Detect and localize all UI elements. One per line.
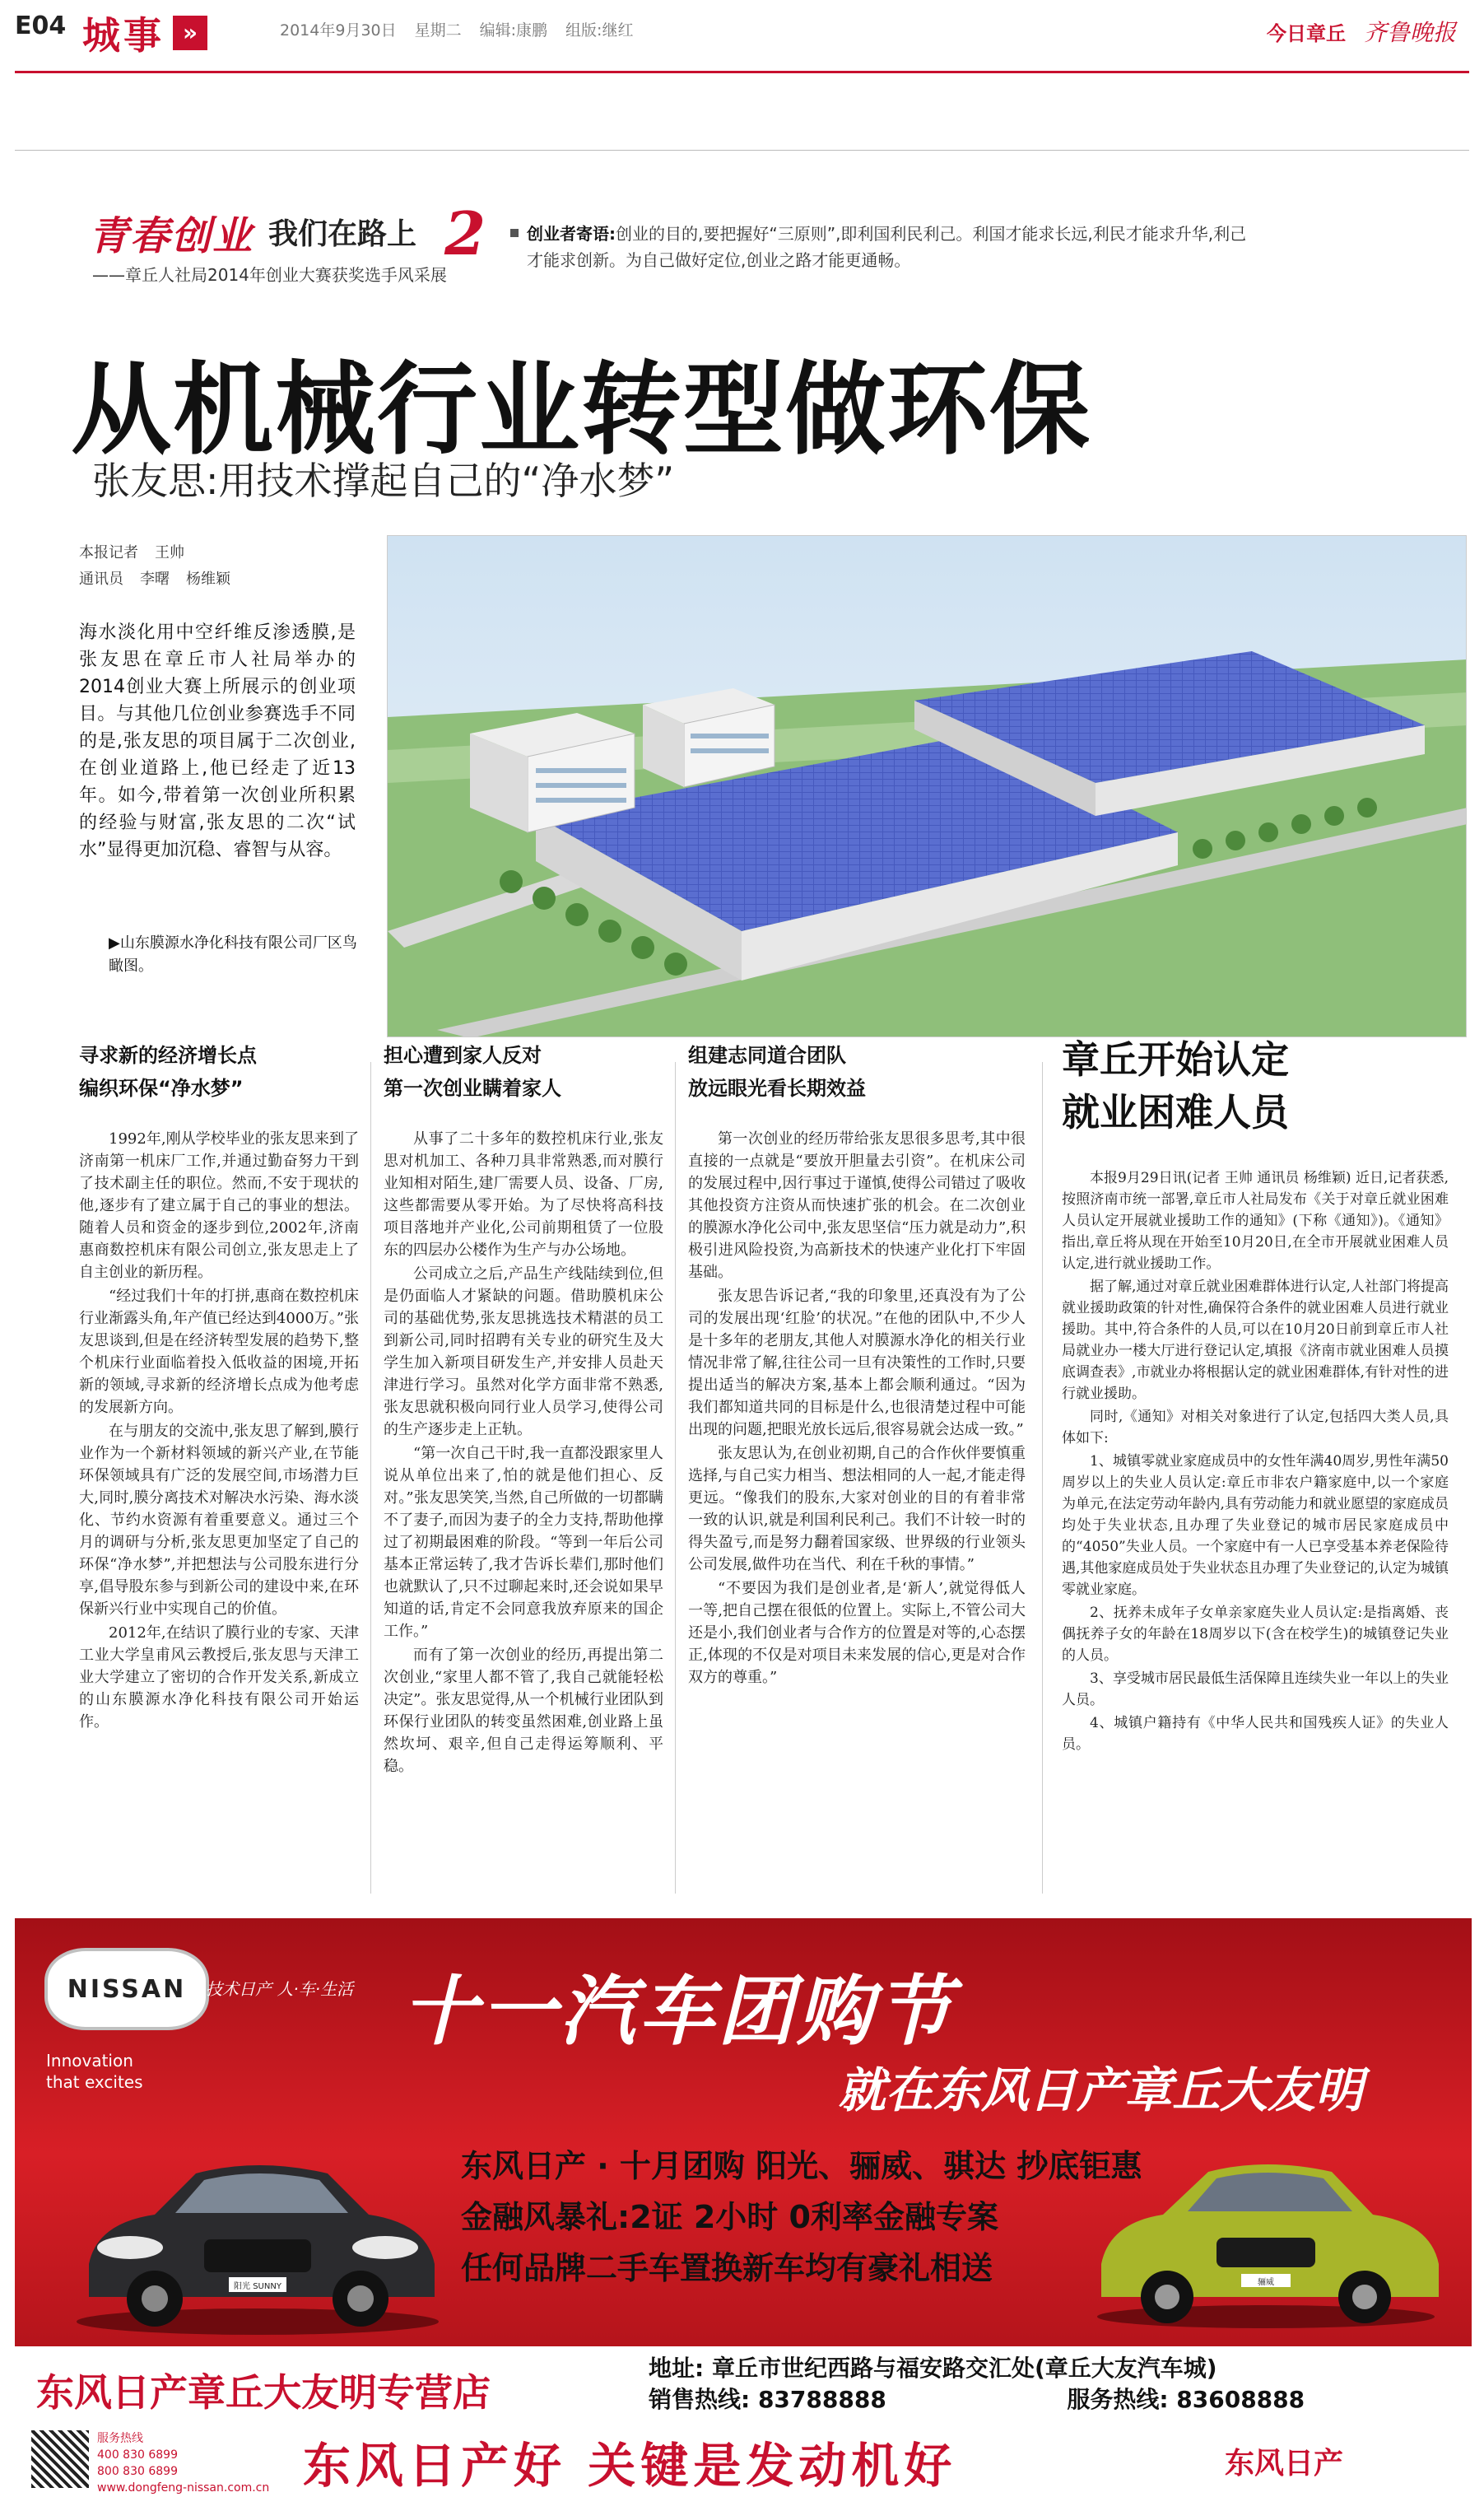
header-divider xyxy=(15,150,1469,151)
column-1 xyxy=(79,1039,359,1735)
edition-name: 今日章丘 xyxy=(1266,21,1346,45)
byline-name: 杨维颖 xyxy=(186,571,230,588)
column-heading: 放远眼光看长期效益 xyxy=(688,1077,866,1100)
column-heading: 组建志同道合团队 xyxy=(688,1044,846,1067)
bullet-icon xyxy=(510,229,519,237)
paragraph: “不要因为我们是创业者,是‘新人’,就觉得低人一等,把自己摆在很低的位置上。实际上,不管公司大还是小,我们创业者与合作方的位置是对等的,心态摆正,体现的不仅是对项目未来发展的信心,更是对合作双方的尊重。” xyxy=(688,1580,1026,1686)
note-label: 创业者寄语: xyxy=(527,224,616,244)
car1-plate-text: 阳光 SUNNY xyxy=(234,2282,281,2291)
offer-line: 任何品牌二手车置换新车均有豪礼相送 xyxy=(461,2250,993,2286)
section-badge xyxy=(82,7,247,59)
subheadline: 张友思:用技术撑起自己的“净水梦” xyxy=(92,459,675,503)
lead-paragraph: 海水淡化用中空纤维反渗透膜,是张友思在章丘市人社局举办的2014创业大赛上所展示的创业项目。与其他几位创业参赛选手不同的是,张友思的项目属于二次创业,在创业道路上,他已经走了近13年。如今,带着第一次创业所积累的经验与财富,张友思的二次“试水”显得更加沉稳、睿智与从容。 xyxy=(79,622,356,860)
side-article-body xyxy=(1062,1167,1449,1757)
paragraph: 同时,《通知》对相关对象进行了认定,包括四大类人员,具体如下: xyxy=(1062,1409,1449,1447)
paragraph: 张友思认为,在创业初期,自己的合作伙伴要慎重选择,与自己实力相当、想法相同的人一起,才能走得更远。“像我们的股东,大家对创业的目的有着非常一致的认识,就是利国利民利己。我们不计较一时的得失盈亏,而是努力翻着国家级、世界级的行业领头公司发展,做件功在当代、利在千秋的事情。” xyxy=(688,1445,1026,1573)
sales-label: 销售热线: xyxy=(649,2386,751,2413)
factory-aerial-photo xyxy=(387,535,1467,1037)
paragraph: “经过我们十年的打拼,惠商在数控机床行业渐露头角,年产值已经达到4000万。”张友思谈到,但是在经济转型发展的趋势下,整个机床行业面临着投入低收益的困境,开拓新的领域,寻求新的经济增长点成为他考虑的发展新方向。 xyxy=(79,1288,359,1416)
service-phone[interactable]: 83608888 xyxy=(1176,2386,1305,2413)
column-heading: 担心遭到家人反对 xyxy=(384,1044,542,1067)
tagline-line: Innovation xyxy=(46,2051,133,2071)
header-meta xyxy=(280,18,633,40)
entrepreneur-note xyxy=(527,221,1251,273)
editor: 编辑:康鹏 xyxy=(479,21,548,40)
hotline-line: 400 830 6899 xyxy=(97,2448,178,2462)
newspaper-logo: 齐鲁晚报 xyxy=(1363,19,1456,46)
factory-illustration xyxy=(388,536,1467,1037)
dealer-name: 东风日产章丘大友明专营店 xyxy=(36,2370,491,2415)
layout-editor: 组版:继红 xyxy=(565,21,634,40)
dealer-address: 地址: 章丘市世纪西路与福安路交汇处(章丘大友汽车城) xyxy=(649,2355,1217,2382)
column-2 xyxy=(384,1039,663,1779)
dongfeng-nissan-brand: 东风日产 xyxy=(1225,2447,1344,2481)
paragraph: 第一次创业的经历带给张友思很多思考,其中很直接的一点就是“要放开胆量去引资”。在机床公司的发展过程中,因行事过于谨慎,使得公司错过了吸收其他投资方注资从而快速扩张的机会。在二次创业的膜源水净化公司中,张友思坚信“压力就是动力”,积极引进风险投资,为高新技术的快速产业化打下牢固基础。 xyxy=(688,1130,1026,1281)
car2-plate-text: 骊威 xyxy=(1258,2278,1274,2287)
paragraph: 本报9月29日讯(记者 王帅 通讯员 杨维颖) 近日,记者获悉,按照济南市统一部署,章丘市人社局发布《关于对章丘就业困难人员认定开展就业援助工作的通知》(下称《通知》)。《通知》指出,章丘将从现在开始至10月20日,在全市开展就业困难人员认定,进行就业援助工作。 xyxy=(1062,1170,1449,1272)
nissan-hotline xyxy=(97,2430,269,2496)
paragraph: 在与朋友的交流中,张友思了解到,膜行业作为一个新材料领域的新兴产业,在节能环保领域具有广泛的发展空间,市场潜力巨大,同时,膜分离技术对解决水污染、海水淡化、节约水资源有着重要意义。通过三个月的调研与分析,张友思更加坚定了自己的环保“净水梦”,并把想法与公司股东进行分享,倡导股东参与到新公司的建设中来,在环保新兴行业中实现自己的价值。 xyxy=(79,1423,359,1618)
series-subtitle: ——章丘人社局2014年创业大赛获奖选手风采展 xyxy=(92,265,447,285)
section-name: 城事 xyxy=(82,13,165,58)
series-logo: 青春创业 xyxy=(89,213,254,259)
headline: 从机械行业转型做环保 xyxy=(71,352,1091,468)
dealer-contact xyxy=(649,2353,1305,2415)
column-heading: 寻求新的经济增长点 xyxy=(79,1044,257,1067)
section-arrows-icon: » xyxy=(173,16,207,50)
column-3 xyxy=(688,1039,1026,1690)
paragraph: 从事了二十多年的数控机床行业,张友思对机加工、各种刀具非常熟悉,而对膜行业知相对陌生,建厂需要人员、设备、厂房,这些都需要从零开始。为了尽快将高科技项目落地并产业化,公司前期租赁了一位股东的四层办公楼作为生产与办公场地。 xyxy=(384,1130,663,1259)
ad-title: 十一汽车团购节 xyxy=(402,1967,956,2056)
header-right xyxy=(1267,15,1456,48)
side-article-title xyxy=(1062,1033,1289,1139)
header-rule xyxy=(15,71,1469,73)
paragraph: 而有了第一次创业的经历,再提出第二次创业,“家里人都不管了,我自己就能轻松决定”。张友思觉得,从一个机械行业团队到环保行业团队的转变虽然困难,创业路上虽然坎坷、艰辛,但自己走得运筹顺利、平稳。 xyxy=(384,1647,663,1775)
byline-role: 通讯员 xyxy=(79,571,123,588)
ad-bottom-slogan: 东风日产好 关键是发动机好 xyxy=(303,2438,957,2494)
column-divider xyxy=(1042,1062,1043,1894)
column-divider xyxy=(370,1062,371,1894)
page-number: E04 xyxy=(15,12,67,40)
tagline-line: that excites xyxy=(46,2072,143,2092)
qr-code-icon[interactable] xyxy=(31,2430,89,2488)
side-title-line: 就业困难人员 xyxy=(1062,1090,1289,1134)
sunny-car-image xyxy=(64,2124,451,2338)
sales-phone[interactable]: 83788888 xyxy=(757,2386,886,2413)
byline-name: 王帅 xyxy=(155,544,184,561)
paragraph: 据了解,通过对章丘就业困难群体进行认定,人社部门将提高就业援助政策的针对性,确保符合条件的就业困难人员进行就业援助。其中,符合条件的人员,可以在10月20日前到章丘市人社局就业办一楼大厅进行登记认定,填报《济南市就业困难人员摸底调查表》,市就业办将根据认定的就业困难群体,有针对性的进行就业援助。 xyxy=(1062,1279,1449,1402)
series-title: 我们在路上 xyxy=(268,217,417,251)
paragraph: 4、城镇户籍持有《中华人民共和国残疾人证》的失业人员。 xyxy=(1062,1715,1449,1753)
series-number: 2 xyxy=(444,198,486,268)
nissan-logo: NISSAN xyxy=(44,1948,209,2030)
ad-offer-lines xyxy=(461,2141,1142,2294)
nissan-advertisement[interactable] xyxy=(15,1918,1472,2501)
paragraph: 2012年,在结识了膜行业的专家、天津工业大学皇甫风云教授后,张友思与天津工业大学建立了密切的合作开发关系,新成立的山东膜源水净化科技有限公司开始运作。 xyxy=(79,1624,359,1731)
paragraph: 1992年,刚从学校毕业的张友思来到了济南第一机床厂工作,并通过勤奋努力干到了技术副主任的职位。然而,不安于现状的他,逐步有了建立属于自己的事业的想法。随着人员和资金的逐步到位,2002年,济南惠商数控机床有限公司创立,张友思走上了自主创业的新历程。 xyxy=(79,1130,359,1281)
paragraph: “第一次自己干时,我一直都没跟家里人说从单位出来了,怕的就是他们担心、反对。”张友思笑笑,当然,自己所做的一切都瞒不了妻子,而因为妻子的全力支持,帮助他撑过了初期最困难的阶段。“等到一年后公司基本正常运转了,我才告诉长辈们,那时他们也就默认了,只不过聊起来时,还会说如果早知道的话,肯定不会同意我放弃原来的国企工作。” xyxy=(384,1445,663,1640)
byline xyxy=(79,540,230,593)
column-heading: 编织环保“净水梦” xyxy=(79,1077,244,1100)
column-divider xyxy=(675,1062,676,1894)
paragraph: 张友思告诉记者,“我的印象里,还真没有为了公司的发展出现‘红脸’的状况。”在他的团队中,不少人是十多年的老朋友,其他人对膜源水净化的相关行业情况非常了解,往往公司一旦有决策性的工作时,只要提出适当的解决方案,基本上都会顺利通过。“因为我们都知道共同的目标是什么,也很清楚过程中可能出现的问题,把眼光放长远后,很容易就会达成一致。” xyxy=(688,1288,1026,1438)
ad-tagline xyxy=(46,2050,143,2093)
ad-slogan: 技术日产 人·车·生活 xyxy=(206,1979,354,1999)
paragraph: 3、享受城市居民最低生活保障且连续失业一年以上的失业人员。 xyxy=(1062,1670,1449,1708)
hotline-line: www.dongfeng-nissan.com.cn xyxy=(97,2481,270,2495)
issue-date: 2014年9月30日 xyxy=(280,21,397,40)
paragraph: 2、抚养未成年子女单亲家庭失业人员认定:是指离婚、丧偶抚养子女的年龄在18周岁以下(含在校学生)的城镇登记失业的人员。 xyxy=(1062,1605,1449,1664)
ad-subtitle: 就在东风日产章丘大友明 xyxy=(838,2062,1364,2118)
paragraph: 公司成立之后,产品生产线陆续到位,但是仍面临人才紧缺的问题。借助膜机床公司的基础优势,张友思挑选技术精湛的员工到新公司,同时招聘有关专业的研究生及大学生加入新项目研发生产,并安排人员赴天津进行学习。虽然对化学方面非常不熟悉,张友思就积极向同行业人员学习,使得公司的生产逐步走上正轨。 xyxy=(384,1265,663,1438)
side-title-line: 章丘开始认定 xyxy=(1062,1037,1289,1082)
weekday: 星期二 xyxy=(414,21,462,40)
offer-line: 东风日产 · 十月团购 阳光、骊威、骐达 抄底钜惠 xyxy=(461,2148,1142,2184)
service-label: 服务热线: xyxy=(1067,2386,1169,2413)
column-heading: 第一次创业瞒着家人 xyxy=(384,1077,561,1100)
offer-line: 金融风暴礼:2证 2小时 0利率金融专案 xyxy=(461,2199,998,2235)
hotline-line: 服务热线 xyxy=(97,2432,143,2445)
paragraph: 1、城镇零就业家庭成员中的女性年满40周岁,男性年满50周岁以上的失业人员认定:章丘市非农户籍家庭中,以一个家庭为单元,在法定劳动年龄内,具有劳动能力和就业愿望的家庭成员均处于失业状态,且办理了失业登记的城市居民家庭成员中的“4050”失业人员。一个家庭中有一人已享受基本养老保险待遇,其他家庭成员处于失业状态且办理了失业登记的,认定为城镇零就业家庭。 xyxy=(1062,1453,1449,1598)
byline-role: 本报记者 xyxy=(79,544,138,561)
note-body: 创业的目的,要把握好“三原则”,即利国利民利己。利国才能求长远,利民才能求升华,利己才能求创新。为自己做好定位,创业之路才能更通畅。 xyxy=(527,224,1247,270)
byline-name: 李曙 xyxy=(140,571,170,588)
hotline-line: 800 830 6899 xyxy=(97,2465,178,2478)
photo-caption: ▶山东膜源水净化科技有限公司厂区鸟瞰图。 xyxy=(109,934,357,975)
